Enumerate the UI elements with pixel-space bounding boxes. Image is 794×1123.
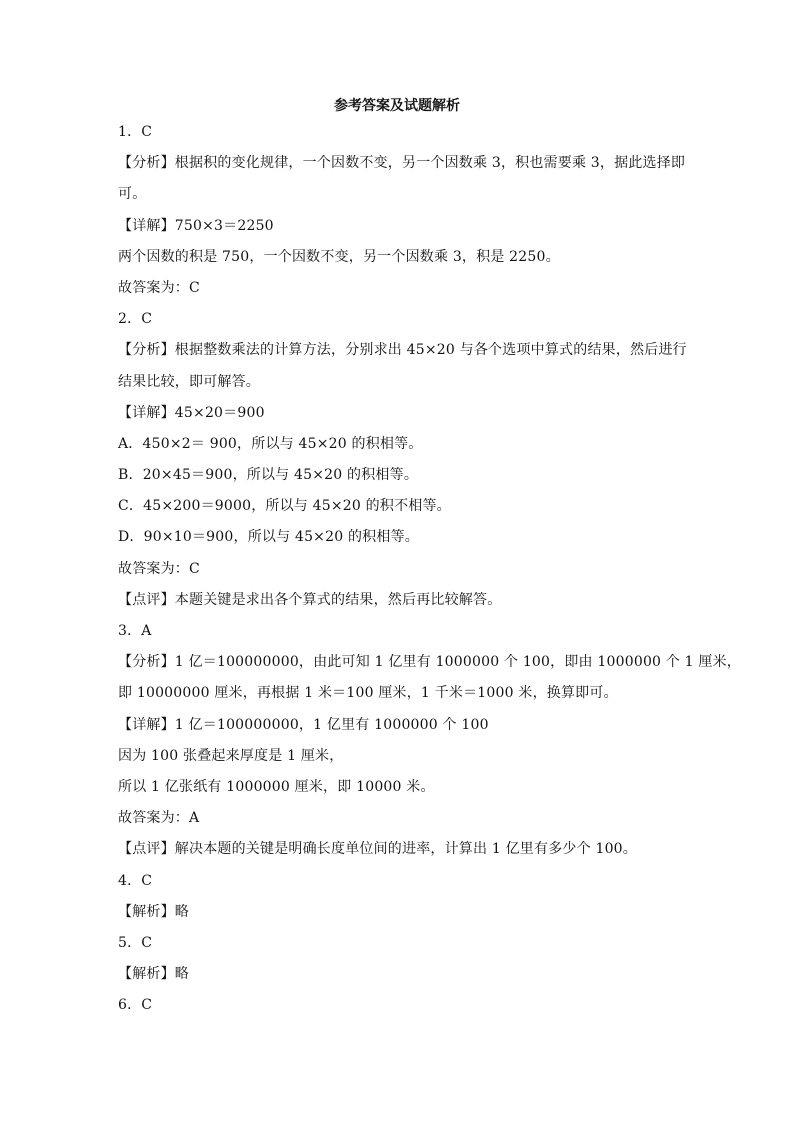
- text-line: 1．C: [118, 124, 153, 140]
- text-line: 【详解】750×3＝2250: [118, 217, 274, 234]
- text-line: A．450×2＝ 900，所以与 45×20 的积相等。: [118, 435, 423, 452]
- text-line: 可。: [118, 186, 147, 203]
- text-line: 【详解】45×20＝900: [118, 404, 265, 421]
- text-line: 【点评】本题关键是求出各个算式的结果，然后再比较解答。: [118, 591, 502, 608]
- text-line: 6．C: [118, 997, 153, 1014]
- text-line: 因为 100 张叠起来厚度是 1 厘米，: [118, 747, 344, 764]
- text-line: C．45×200＝9000，所以与 45×20 的积不相等。: [118, 498, 451, 515]
- text-line: 【分析】根据积的变化规律，一个因数不变，另一个因数乘 3，积也需要乘 3，据此选择即: [118, 155, 686, 172]
- text-line: 2．C: [118, 311, 153, 328]
- text-line: B．20×45＝900，所以与 45×20 的积相等。: [118, 467, 419, 484]
- text-line: 【解析】略: [118, 966, 189, 983]
- text-line: 4．C: [118, 872, 153, 889]
- text-line: 即 10000000 厘米，再根据 1 米＝100 厘米，1 千米＝1000 米，换算即可。: [118, 685, 618, 702]
- text-line: 故答案为：C: [118, 560, 200, 577]
- text-line: 3．A: [118, 623, 152, 639]
- text-line: 两个因数的积是 750，一个因数不变，另一个因数乘 3，积是 2250。: [118, 248, 560, 265]
- page-title: 参考答案及试题解析: [334, 98, 460, 114]
- text-line: 【分析】根据整数乘法的计算方法，分别求出 45×20 与各个选项中算式的结果，然后进行: [118, 342, 687, 359]
- text-line: 5．C: [118, 934, 153, 951]
- text-line: 故答案为：C: [118, 279, 200, 296]
- answer-body: [118, 122, 742, 1026]
- text-line: 结果比较，即可解答。: [118, 373, 260, 390]
- text-line: 【解析】略: [118, 903, 189, 920]
- text-line: 【详解】1 亿＝100000000，1 亿里有 1000000 个 100: [118, 716, 489, 733]
- text-line: 故答案为：A: [118, 810, 200, 827]
- text-line: 所以 1 亿张纸有 1000000 厘米，即 10000 米。: [118, 778, 435, 795]
- text-line: D．90×10＝900，所以与 45×20 的积相等。: [118, 529, 419, 546]
- text-line: 【点评】解决本题的关键是明确长度单位间的进率，计算出 1 亿里有多少个 100。: [118, 841, 637, 858]
- text-line: 【分析】1 亿＝100000000，由此可知 1 亿里有 1000000 个 100，即由 1000000 个 1 厘米，: [118, 654, 742, 671]
